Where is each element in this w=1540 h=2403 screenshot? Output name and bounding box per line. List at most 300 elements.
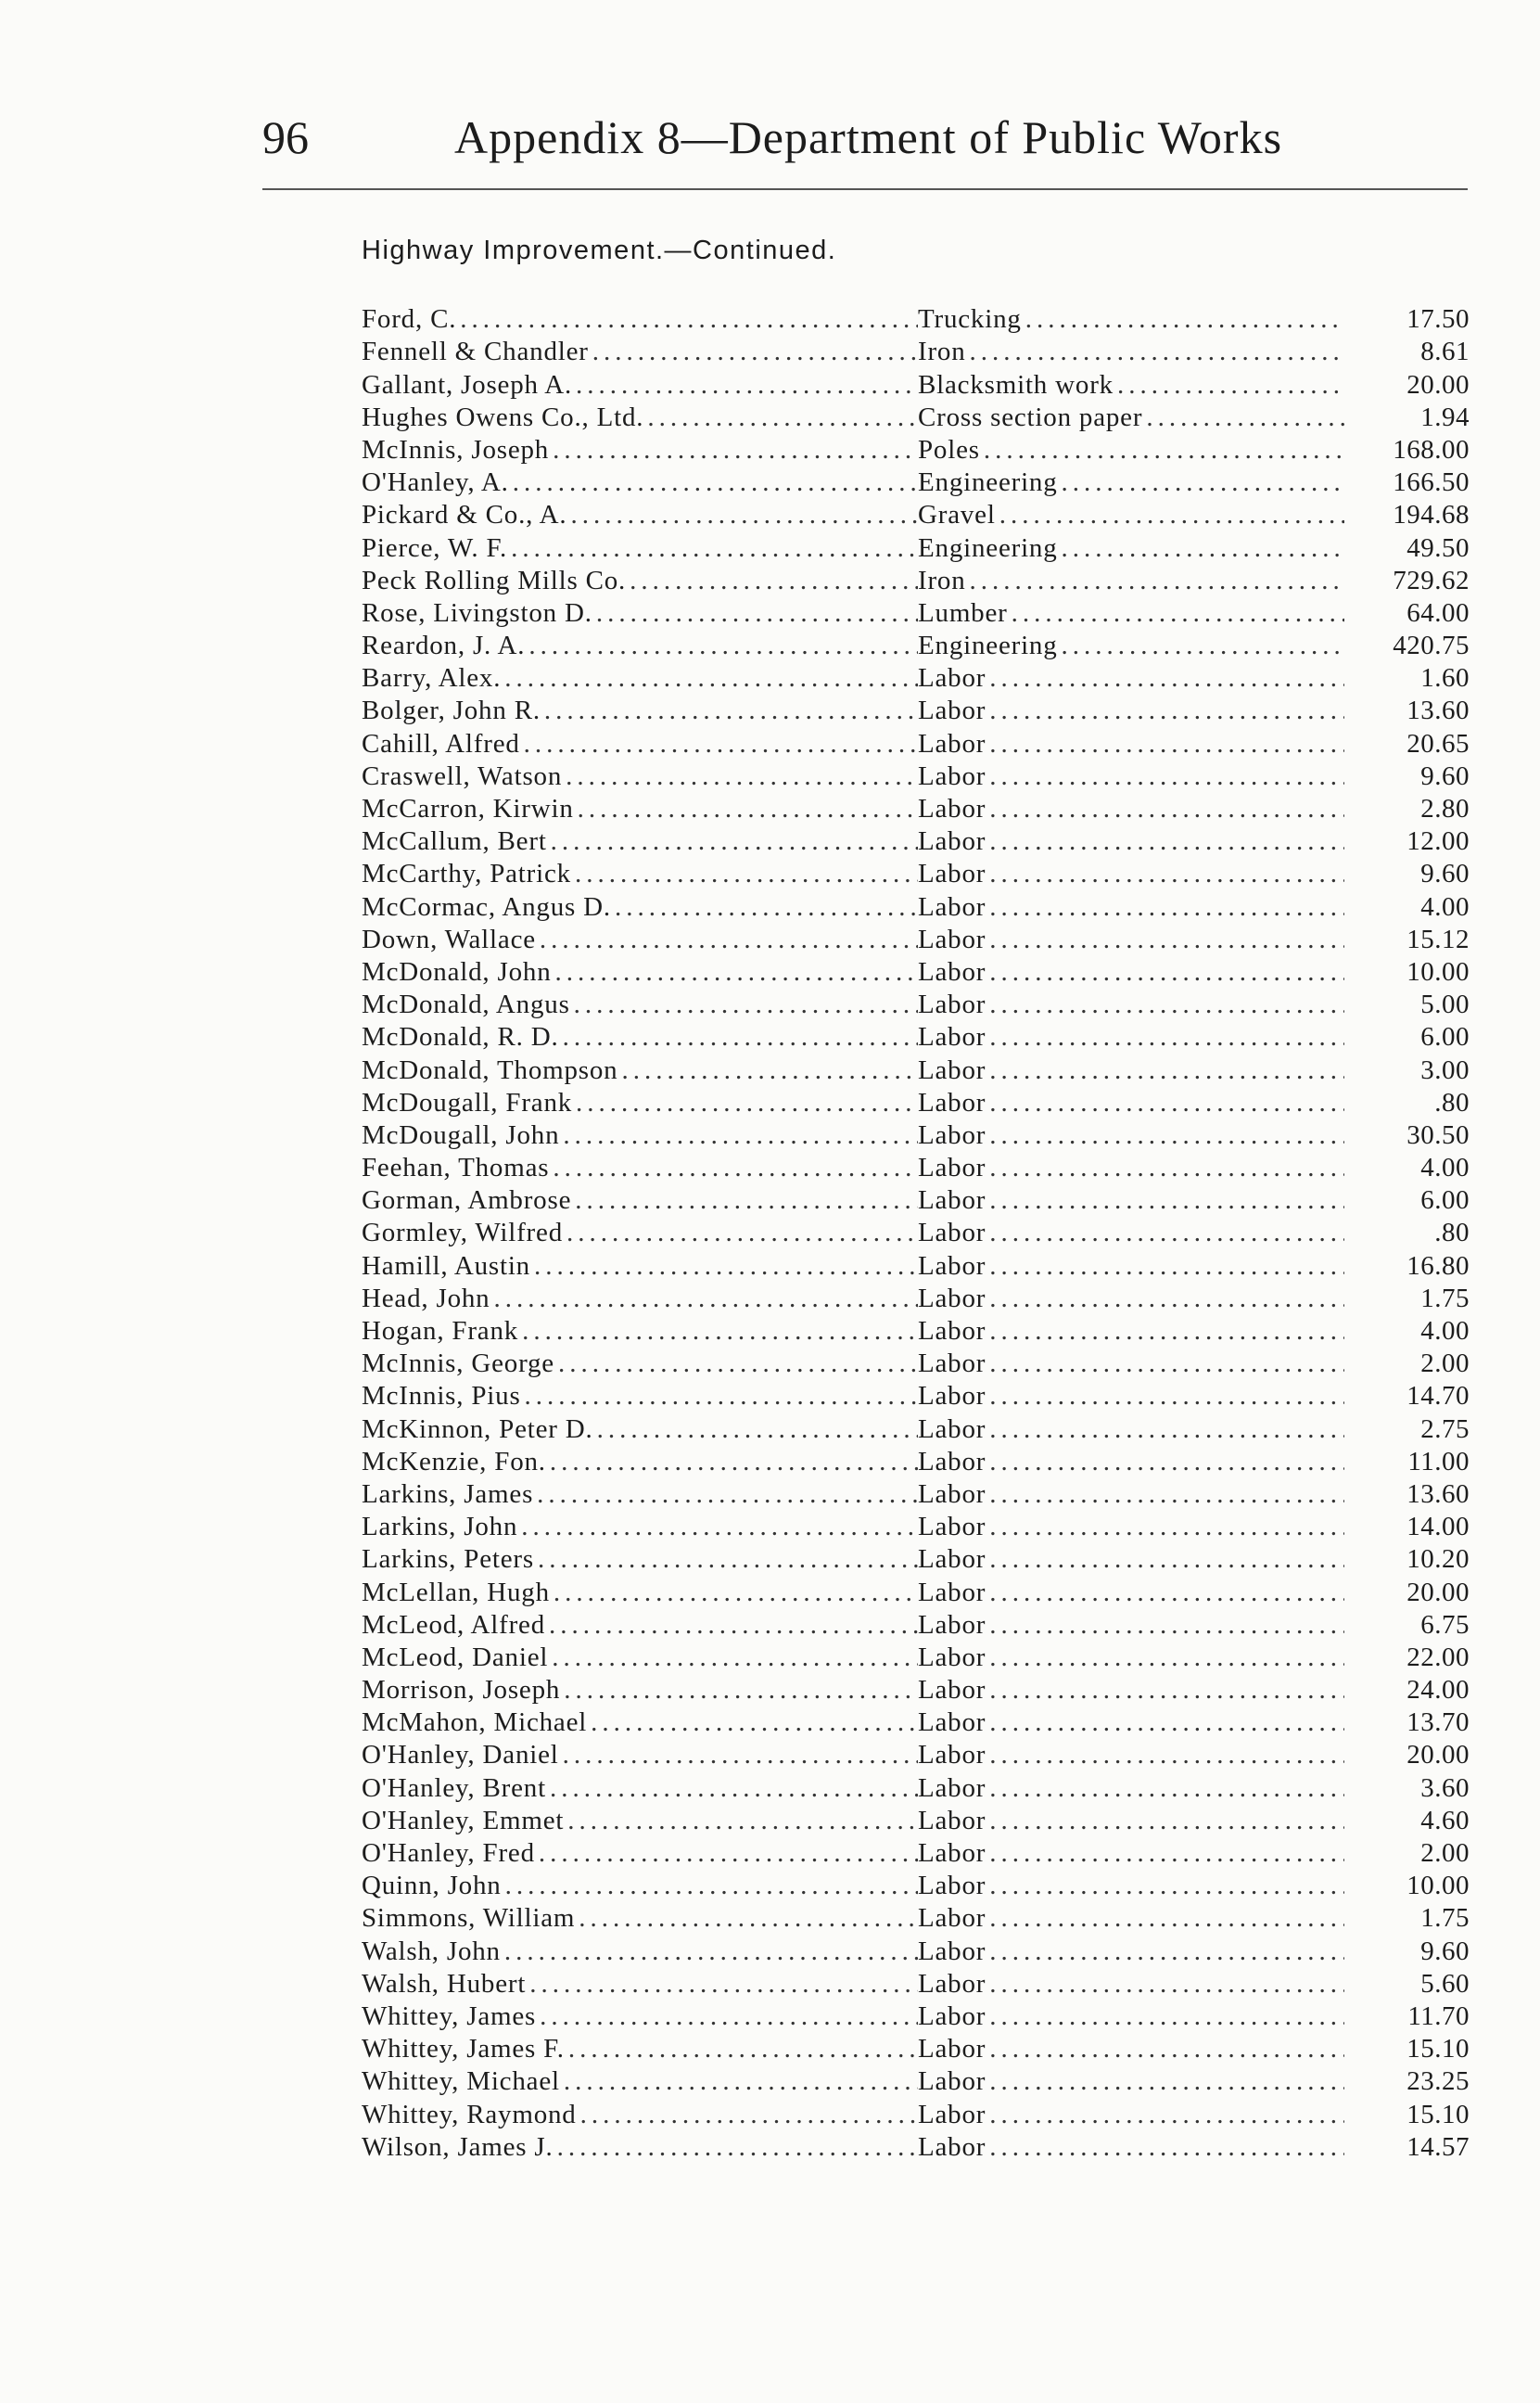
payee-cell: [362, 1511, 918, 1542]
payee-cell: [362, 728, 918, 760]
payee-name: McInnis, George: [362, 1348, 554, 1379]
description-cell: [918, 1837, 1344, 1869]
amount: 9.60: [1420, 859, 1470, 889]
payee-cell: [362, 336, 918, 367]
item-description: Iron: [918, 337, 966, 367]
ledger-row: [362, 498, 1470, 530]
dot-leader: [986, 891, 1344, 923]
dot-leader: [986, 1936, 1344, 1967]
amount: 4.00: [1420, 1316, 1470, 1346]
dot-leader: [520, 728, 918, 760]
dot-leader: [549, 434, 918, 466]
description-cell: [918, 1642, 1344, 1673]
payee-cell: [362, 1087, 918, 1118]
amount: 15.12: [1406, 924, 1470, 954]
payee-name: McLeod, Daniel: [362, 1642, 549, 1672]
amount: 729.62: [1393, 565, 1470, 595]
dot-leader: [507, 532, 918, 564]
payee-cell: [362, 793, 918, 824]
ledger-row: [362, 760, 1470, 792]
payee-name: McCarthy, Patrick: [362, 859, 571, 889]
payee-cell: [362, 2000, 918, 2032]
amount: 420.75: [1393, 631, 1470, 661]
item-description: Engineering: [918, 631, 1058, 661]
amount: 64.00: [1406, 597, 1470, 628]
item-description: Labor: [918, 1250, 986, 1281]
payee-cell: [362, 1380, 918, 1412]
ledger-row: [362, 2130, 1470, 2163]
payee-cell: [362, 924, 918, 955]
item-description: Labor: [918, 761, 986, 791]
item-description: Labor: [918, 1805, 986, 1835]
payee-name: Reardon, J. A.: [362, 631, 526, 661]
dot-leader: [986, 1902, 1344, 1934]
item-description: Labor: [918, 1642, 986, 1672]
payee-name: McDonald, Thompson: [362, 1055, 618, 1085]
description-cell: [918, 1805, 1344, 1836]
dot-leader: [521, 1380, 918, 1412]
description-cell: [918, 1511, 1344, 1542]
dot-leader: [986, 1413, 1344, 1445]
amount: 3.00: [1420, 1055, 1470, 1085]
item-description: Labor: [918, 1185, 986, 1216]
payee-name: Whittey, James: [362, 2000, 537, 2031]
amount: 2.80: [1420, 794, 1470, 824]
payee-cell: [362, 1674, 918, 1706]
dot-leader: [566, 499, 918, 530]
dot-leader: [502, 1870, 918, 1901]
dot-leader: [1114, 369, 1344, 401]
payee-cell: [362, 303, 918, 335]
item-description: Labor: [918, 1119, 986, 1150]
dot-leader: [534, 1543, 918, 1575]
payee-cell: [362, 858, 918, 889]
item-description: Labor: [918, 1577, 986, 1607]
payee-name: Gormley, Wilfred: [362, 1218, 563, 1248]
ledger-row: [362, 857, 1470, 889]
payee-cell: [362, 532, 918, 564]
dot-leader: [986, 1478, 1344, 1510]
payee-cell: [362, 1772, 918, 1804]
amount: 14.00: [1406, 1512, 1470, 1542]
dot-leader: [501, 1936, 918, 1967]
description-cell: [918, 1380, 1344, 1412]
item-description: Labor: [918, 1446, 986, 1476]
dot-leader: [986, 1642, 1344, 1673]
dot-leader: [564, 1805, 918, 1836]
dot-leader: [986, 1805, 1344, 1836]
ledger-row: [362, 1575, 1470, 1607]
payee-cell: [362, 467, 918, 498]
ledger-row: [362, 1020, 1470, 1053]
description-cell: [918, 1674, 1344, 1706]
description-cell: [918, 434, 1344, 466]
dot-leader: [986, 695, 1344, 726]
description-cell: [918, 2131, 1344, 2163]
dot-leader: [986, 1055, 1344, 1086]
ledger-row: [362, 1314, 1470, 1347]
payee-name: Cahill, Alfred: [362, 728, 520, 759]
payee-cell: [362, 825, 918, 857]
payee-cell: [362, 1250, 918, 1282]
amount: 11.00: [1407, 1446, 1470, 1476]
dot-leader: [552, 956, 918, 988]
item-description: Labor: [918, 2000, 986, 2031]
ledger-row: [362, 367, 1470, 400]
payee-cell: [362, 1936, 918, 1967]
amount: 13.60: [1406, 1478, 1470, 1509]
amount: 3.60: [1420, 1772, 1470, 1803]
ledger-row: [362, 1118, 1470, 1151]
description-cell: [918, 1936, 1344, 1967]
dot-leader: [563, 1217, 918, 1248]
item-description: Labor: [918, 859, 986, 889]
payee-cell: [362, 1739, 918, 1770]
dot-leader: [986, 1152, 1344, 1183]
payee-name: Gorman, Ambrose: [362, 1185, 572, 1216]
payee-name: Pickard & Co., A.: [362, 500, 567, 530]
dot-leader: [986, 1348, 1344, 1379]
dot-leader: [548, 1642, 918, 1673]
dot-leader: [559, 1739, 918, 1770]
ledger-row: [362, 1934, 1470, 1966]
amount: 1.94: [1420, 402, 1470, 432]
amount: 20.65: [1406, 728, 1470, 759]
amount: 4.60: [1420, 1805, 1470, 1835]
description-cell: [918, 499, 1344, 530]
amount: 5.60: [1420, 1968, 1470, 1999]
payee-cell: [362, 1184, 918, 1216]
amount: 10.00: [1406, 956, 1470, 987]
ledger-row: [362, 1804, 1470, 1836]
payee-name: Craswell, Watson: [362, 761, 563, 791]
ledger-row: [362, 1869, 1470, 1901]
dot-leader: [570, 989, 918, 1020]
dot-leader: [986, 1511, 1344, 1542]
amount: 20.00: [1406, 1577, 1470, 1607]
amount: 6.00: [1420, 1022, 1470, 1053]
item-description: Labor: [918, 1022, 986, 1053]
amount: 14.70: [1406, 1381, 1470, 1412]
item-description: Labor: [918, 1055, 986, 1085]
payee-name: Larkins, James: [362, 1478, 534, 1509]
description-cell: [918, 532, 1344, 564]
dot-leader: [1142, 402, 1344, 433]
dot-leader: [589, 336, 918, 367]
description-cell: [918, 1021, 1344, 1053]
ledger-row: [362, 1282, 1470, 1314]
item-description: Poles: [918, 434, 980, 465]
description-cell: [918, 1478, 1344, 1510]
item-description: Labor: [918, 1838, 986, 1868]
dot-leader: [986, 2000, 1344, 2032]
description-cell: [918, 1250, 1344, 1282]
dot-leader: [592, 597, 918, 629]
payee-cell: [362, 1805, 918, 1836]
amount: 9.60: [1420, 1936, 1470, 1966]
dot-leader: [986, 858, 1344, 889]
description-cell: [918, 2000, 1344, 2032]
ledger-row: [362, 1510, 1470, 1542]
section-heading: Highway Improvement.—Continued.: [362, 236, 837, 265]
payee-name: McDougall, Frank: [362, 1087, 573, 1118]
ledger-row: [362, 1183, 1470, 1216]
payee-name: McLeod, Alfred: [362, 1609, 546, 1640]
payee-name: Walsh, John: [362, 1936, 501, 1966]
dot-leader: [643, 402, 918, 433]
dot-leader: [536, 924, 918, 955]
item-description: Labor: [918, 1740, 986, 1770]
item-description: Labor: [918, 1871, 986, 1901]
item-description: Labor: [918, 2131, 986, 2162]
dot-leader: [986, 2131, 1344, 2163]
ledger-row: [362, 1967, 1470, 2000]
ledger-row: [362, 564, 1470, 596]
payee-cell: [362, 369, 918, 401]
payee-name: Walsh, Hubert: [362, 1968, 527, 1999]
amount: 6.75: [1420, 1609, 1470, 1640]
dot-leader: [535, 1837, 918, 1869]
dot-leader: [1008, 597, 1344, 629]
description-cell: [918, 662, 1344, 694]
amount: .80: [1434, 1087, 1470, 1118]
dot-leader: [966, 336, 1344, 367]
payee-name: Larkins, John: [362, 1512, 518, 1542]
description-cell: [918, 858, 1344, 889]
dot-leader: [1058, 630, 1344, 661]
amount: 15.10: [1406, 2099, 1470, 2129]
dot-leader: [533, 1478, 918, 1510]
amount: 13.70: [1406, 1707, 1470, 1738]
dot-leader: [986, 1772, 1344, 1804]
description-cell: [918, 630, 1344, 661]
header-rule: [262, 188, 1468, 190]
payee-name: Ford, C.: [362, 304, 457, 335]
dot-leader: [986, 1119, 1344, 1151]
dot-leader: [986, 989, 1344, 1020]
description-cell: [918, 1609, 1344, 1641]
description-cell: [918, 1739, 1344, 1770]
description-cell: [918, 1119, 1344, 1151]
dot-leader: [456, 303, 918, 335]
item-description: Labor: [918, 826, 986, 857]
item-description: Labor: [918, 1283, 986, 1313]
amount: 10.20: [1406, 1544, 1470, 1575]
ledger-row: [362, 401, 1470, 433]
ledger-row: [362, 1477, 1470, 1510]
payee-cell: [362, 1283, 918, 1314]
dot-leader: [986, 1087, 1344, 1118]
payee-name: Morrison, Joseph: [362, 1675, 561, 1706]
ledger-row: [362, 988, 1470, 1020]
payee-cell: [362, 565, 918, 596]
item-description: Labor: [918, 990, 986, 1020]
amount: 23.25: [1406, 2066, 1470, 2097]
item-description: Labor: [918, 924, 986, 954]
ledger-row: [362, 1412, 1470, 1444]
amount: 4.00: [1420, 891, 1470, 922]
amount: 30.50: [1406, 1119, 1470, 1150]
payee-cell: [362, 2065, 918, 2097]
payee-cell: [362, 1217, 918, 1248]
payee-name: McMahon, Michael: [362, 1707, 588, 1738]
payee-cell: [362, 2099, 918, 2130]
item-description: Labor: [918, 1316, 986, 1346]
payee-cell: [362, 1478, 918, 1510]
payee-cell: [362, 1837, 918, 1869]
description-cell: [918, 565, 1344, 596]
payee-name: McDonald, John: [362, 956, 552, 987]
ledger-row: [362, 1347, 1470, 1379]
dot-leader: [546, 1772, 918, 1804]
dot-leader: [1058, 467, 1344, 498]
payee-name: Hughes Owens Co., Ltd.: [362, 402, 644, 432]
description-cell: [918, 402, 1344, 433]
description-cell: [918, 728, 1344, 760]
amount: 49.50: [1406, 532, 1470, 563]
ledger-row: [362, 1086, 1470, 1118]
dot-leader: [536, 2000, 918, 2032]
payee-cell: [362, 1577, 918, 1608]
dot-leader: [560, 2065, 918, 2097]
dot-leader: [986, 1184, 1344, 1216]
dot-leader: [986, 924, 1344, 955]
description-cell: [918, 793, 1344, 824]
item-description: Labor: [918, 1707, 986, 1738]
payee-name: McKinnon, Peter D.: [362, 1413, 593, 1444]
item-description: Labor: [918, 663, 986, 694]
dot-leader: [986, 2065, 1344, 2097]
payee-cell: [362, 662, 918, 694]
payee-cell: [362, 402, 918, 433]
payee-cell: [362, 891, 918, 923]
ledger-row: [362, 2097, 1470, 2129]
item-description: Labor: [918, 1675, 986, 1706]
payee-name: Barry, Alex.: [362, 663, 502, 694]
payee-name: Pierce, W. F.: [362, 532, 508, 563]
payee-name: McKenzie, Fon.: [362, 1446, 546, 1476]
dot-leader: [986, 1217, 1344, 1248]
dot-leader: [517, 1511, 918, 1542]
payee-cell: [362, 499, 918, 530]
dot-leader: [541, 695, 918, 726]
dot-leader: [986, 793, 1344, 824]
description-cell: [918, 1706, 1344, 1738]
payee-cell: [362, 630, 918, 661]
ledger-row: [362, 596, 1470, 629]
description-cell: [918, 1348, 1344, 1379]
amount: 20.00: [1406, 1740, 1470, 1770]
payee-cell: [362, 761, 918, 792]
payee-name: O'Hanley, A.: [362, 467, 509, 498]
dot-leader: [559, 1021, 918, 1053]
item-description: Cross section paper: [918, 402, 1143, 432]
ledger-row: [362, 302, 1470, 335]
payee-cell: [362, 1609, 918, 1641]
ledger-table: [362, 302, 1470, 2163]
dot-leader: [509, 467, 918, 498]
dot-leader: [518, 1315, 918, 1347]
item-description: Labor: [918, 1903, 986, 1934]
dot-leader: [986, 2099, 1344, 2130]
payee-name: Feehan, Thomas: [362, 1153, 550, 1183]
payee-name: Wilson, James J.: [362, 2131, 554, 2162]
item-description: Labor: [918, 1609, 986, 1640]
payee-name: O'Hanley, Daniel: [362, 1740, 559, 1770]
dot-leader: [986, 825, 1344, 857]
dot-leader: [986, 662, 1344, 694]
dot-leader: [549, 1152, 918, 1183]
dot-leader: [593, 1413, 918, 1445]
payee-cell: [362, 1315, 918, 1347]
payee-name: Fennell & Chandler: [362, 337, 589, 367]
amount: 166.50: [1393, 467, 1470, 498]
description-cell: [918, 1087, 1344, 1118]
dot-leader: [560, 1674, 918, 1706]
ledger-row: [362, 2064, 1470, 2097]
payee-name: O'Hanley, Brent: [362, 1772, 546, 1803]
payee-name: Gallant, Joseph A.: [362, 369, 573, 400]
payee-name: Bolger, John R.: [362, 696, 541, 726]
payee-name: O'Hanley, Fred: [362, 1838, 535, 1868]
dot-leader: [530, 1250, 918, 1282]
description-cell: [918, 761, 1344, 792]
payee-name: Hogan, Frank: [362, 1316, 519, 1346]
amount: 168.00: [1393, 434, 1470, 465]
description-cell: [918, 2033, 1344, 2064]
payee-name: McCarron, Kirwin: [362, 794, 574, 824]
description-cell: [918, 1413, 1344, 1445]
description-cell: [918, 2099, 1344, 2130]
description-cell: [918, 1283, 1344, 1314]
payee-cell: [362, 1706, 918, 1738]
payee-name: McDonald, Angus: [362, 990, 570, 1020]
amount: 20.00: [1406, 369, 1470, 400]
dot-leader: [611, 891, 918, 923]
payee-cell: [362, 597, 918, 629]
dot-leader: [986, 1543, 1344, 1575]
dot-leader: [1058, 532, 1344, 564]
payee-name: McInnis, Joseph: [362, 434, 550, 465]
dot-leader: [575, 1902, 918, 1934]
ledger-row: [362, 466, 1470, 498]
ledger-row: [362, 1770, 1470, 1803]
payee-name: Head, John: [362, 1283, 490, 1313]
ledger-row: [362, 1542, 1470, 1575]
amount: 22.00: [1406, 1642, 1470, 1672]
payee-cell: [362, 1055, 918, 1086]
payee-name: McCallum, Bert: [362, 826, 547, 857]
dot-leader: [980, 434, 1344, 466]
description-cell: [918, 1315, 1344, 1347]
item-description: Labor: [918, 891, 986, 922]
description-cell: [918, 695, 1344, 726]
ledger-row: [362, 661, 1470, 694]
ledger-row: [362, 2000, 1470, 2032]
payee-cell: [362, 1902, 918, 1934]
item-description: Labor: [918, 1087, 986, 1118]
amount: 11.70: [1407, 2000, 1470, 2031]
dot-leader: [572, 1087, 918, 1118]
item-description: Labor: [918, 1544, 986, 1575]
running-title: Appendix 8—Department of Public Works: [454, 111, 1283, 163]
payee-name: Quinn, John: [362, 1871, 502, 1901]
description-cell: [918, 2065, 1344, 2097]
item-description: Labor: [918, 1512, 986, 1542]
payee-name: McCormac, Angus D.: [362, 891, 611, 922]
dot-leader: [617, 1055, 918, 1086]
payee-cell: [362, 1968, 918, 2000]
